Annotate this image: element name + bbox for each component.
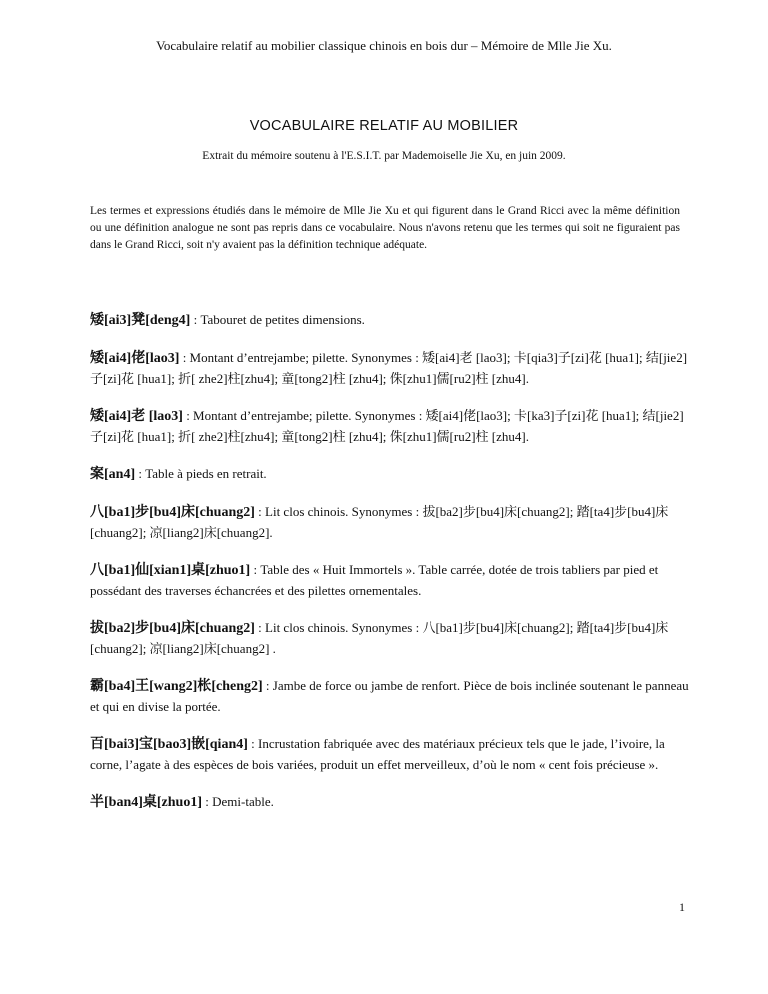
entry-term: 矮[ai4]佬[lao3] [90, 351, 180, 366]
entry-definition: : Incrustation fabriquée avec des matériaux précieux tels que le jade, l’ivoire, la corne, l’agate à des espèces de bois variées, produit un effet merveilleux, d’où le nom « cent fois précieuse ». [90, 736, 665, 772]
entry-term: 百[bai3]宝[bao3]嵌[qian4] [90, 737, 248, 752]
running-header: Vocabulaire relatif au mobilier classique chinois en bois dur – Mémoire de Mlle Jie Xu. [156, 38, 612, 53]
entry-definition: : Demi-table. [202, 794, 274, 809]
entry-definition: : Tabouret de petites dimensions. [190, 312, 365, 327]
entry-term: 矮[ai3]凳[deng4] [90, 313, 191, 328]
entry-term: 矮[ai4]老 [lao3] [90, 409, 183, 424]
vocabulary-entry [90, 560, 690, 601]
entry-definition: : Montant d’entrejambe; pilette. Synonymes : 矮[ai4]佬[lao3]; 卡[ka3]子[zi]花 [hua1]; 结[jie2]子[zi]花 [hua1]; 折[ zhe2]柱[zhu4]; 童[tong2]柱 [zhu4]; 侏[zhu1]儒[ru2]柱 [zhu4]. [90, 408, 684, 444]
vocabulary-entry [90, 348, 690, 389]
vocabulary-entry [90, 618, 690, 659]
vocabulary-entry [90, 502, 690, 543]
entry-definition: : Jambe de force ou jambe de renfort. Pièce de bois inclinée soutenant le panneau et qui en divise la portée. [90, 678, 689, 714]
vocabulary-entry [90, 676, 690, 717]
document-title: VOCABULAIRE RELATIF AU MOBILIER [249, 118, 519, 134]
entry-term: 八[ba1]仙[xian1]桌[zhuo1] [90, 563, 251, 578]
entry-definition: : Table à pieds en retrait. [135, 466, 267, 481]
entry-definition: : Lit clos chinois. Synonymes : 八[ba1]步[bu4]床[chuang2]; 踏[ta4]步[bu4]床[chuang2]; 凉[liang2]床[chuang2] . [90, 620, 669, 656]
entry-term: 拔[ba2]步[bu4]床[chuang2] [90, 621, 255, 636]
vocabulary-entry [90, 734, 690, 775]
entry-definition: : Table des « Huit Immortels ». Table carrée, dotée de trois tabliers par pied et possédant des traverses échancrées et des pilettes ornementales. [90, 562, 659, 598]
vocabulary-entry [90, 310, 690, 331]
document-subtitle: Extrait du mémoire soutenu à l'E.S.I.T. par Mademoiselle Jie Xu, en juin 2009. [202, 150, 566, 162]
intro-paragraph: Les termes et expressions étudiés dans le mémoire de Mlle Jie Xu et qui figurent dans le Grand Ricci avec la même définition ou une définition analogue ne sont pas repris dans ce vocabulaire. Nous n'avons retenu que les termes qui soit ne figuraient pas dans le Grand Ricci, soit n'y avaient pas la définition technique adéquate. [90, 205, 680, 251]
entry-term: 半[ban4]桌[zhuo1] [90, 795, 203, 810]
entry-term: 八[ba1]步[bu4]床[chuang2] [90, 505, 255, 520]
entry-term: 霸[ba4]王[wang2]枨[cheng2] [90, 679, 263, 694]
vocabulary-entry [90, 406, 690, 447]
page-number: 1 [679, 900, 685, 914]
entry-term: 案[an4] [90, 467, 136, 482]
entry-definition: : Montant d’entrejambe; pilette. Synonymes : 矮[ai4]老 [lao3]; 卡[qia3]子[zi]花 [hua1]; 结[jie2]子[zi]花 [hua1]; 折[ zhe2]柱[zhu4]; 童[tong2]柱 [zhu4]; 侏[zhu1]儒[ru2]柱 [zhu4]. [90, 350, 688, 386]
vocabulary-entry [90, 792, 690, 813]
entry-definition: : Lit clos chinois. Synonymes : 拔[ba2]步[bu4]床[chuang2]; 踏[ta4]步[bu4]床[chuang2]; 凉[liang2]床[chuang2]. [90, 504, 669, 540]
vocabulary-entry [90, 464, 690, 485]
vocabulary-list [90, 310, 690, 830]
